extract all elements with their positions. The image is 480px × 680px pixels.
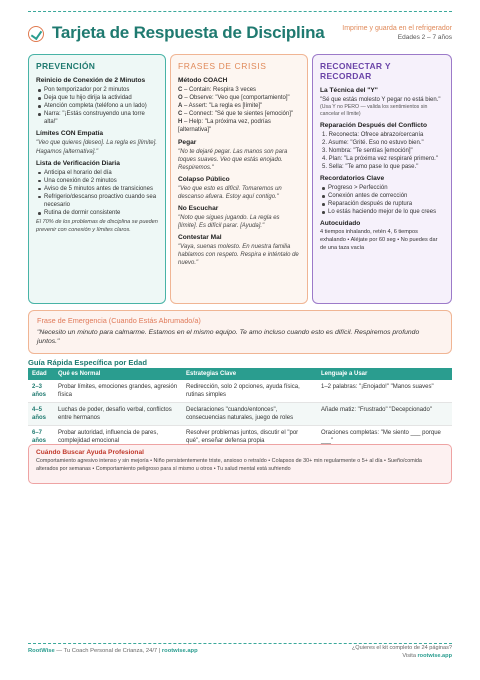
list-item: 5. Sella: "Te amo pase lo que pase." — [322, 163, 419, 170]
list-item: Atención completa (teléfono a un lado) — [36, 102, 158, 110]
coach-line — [178, 86, 300, 94]
list-item: Deja que tu hijo dirija la actividad — [36, 94, 158, 102]
list-item: Refrigerio/descanso proactivo cuando sea necesario — [36, 193, 158, 209]
recordatorios-heading: Recordatorios Clave — [320, 175, 385, 183]
coach-letter: O — [178, 95, 183, 102]
list-item: 4. Plan: "La próxima vez respiraré primero." — [322, 155, 438, 162]
visit-link[interactable]: rootwise.app — [417, 652, 452, 659]
reparacion-heading: Reparación Después del Conflicto — [320, 121, 427, 129]
coach-text: – Contain: Respira 3 veces — [182, 87, 257, 93]
list-item: 3. Nombra: "Te sentías [emoción]" — [322, 147, 413, 154]
lista-list — [36, 169, 158, 218]
print-note: Imprime y guarda en el refrigerador — [342, 25, 452, 32]
coach-line — [178, 118, 300, 134]
list-item: Narra: "¡Estás construyendo una torre alta!" — [36, 110, 158, 126]
footer-right — [352, 645, 452, 661]
noescuchar-heading: No Escuchar — [178, 205, 219, 213]
leaf-logo-icon — [28, 26, 44, 42]
tecnica-note: (Usa Y no PERO — valida los sentimientos sin cancelar el límite) — [320, 104, 428, 117]
column-header: Edad — [28, 368, 54, 380]
table-cell: Añade matiz: "Frustrado" "Decepcionado" — [317, 403, 452, 426]
age-cell: 6–7 años — [28, 426, 54, 449]
crisis-card — [170, 54, 308, 304]
table-header-row — [28, 368, 452, 380]
header — [28, 22, 452, 50]
pegar-heading: Pegar — [178, 138, 197, 146]
reparacion-list — [320, 131, 444, 171]
autocuidado-heading: Autocuidado — [320, 220, 361, 228]
help-title: Cuándo Buscar Ayuda Profesional — [36, 449, 144, 456]
list-item: Pon temporizador por 2 minutos — [36, 86, 158, 94]
table-row — [28, 380, 452, 403]
footer-link[interactable]: rootwise.app — [161, 648, 198, 654]
table-cell: Probar autoridad, influencia de pares, complejidad emocional — [54, 426, 182, 449]
page-title: Tarjeta de Respuesta de Disciplina — [52, 23, 325, 42]
age-range: Edades 2 – 7 años — [397, 34, 452, 41]
coach-heading: Método COACH — [178, 77, 228, 84]
table-cell: Declaraciones "cuando/entonces", consecuencias naturales, juego de roles — [182, 403, 317, 426]
list-item: Progreso > Perfección — [320, 184, 444, 192]
coach-line — [178, 110, 300, 118]
pegar-text: "No te dejaré pegar. Las manos son para toques suaves. Veo que estás enojado. Respiremos." — [178, 148, 288, 171]
prevencion-note: El 70% de los problemas de disciplina se pueden prevenir con conexión y límites claros. — [36, 219, 158, 233]
column-header: Estrategias Clave — [182, 368, 317, 380]
age-guide-table — [28, 368, 452, 450]
prevencion-title: PREVENCIÓN — [36, 61, 96, 71]
noescuchar-text: "Noto que sigues jugando. La regla es [límite]. Es difícil parar. [Ayuda]." — [178, 215, 280, 230]
tecnica-heading: La Técnica del "Y" — [320, 87, 378, 94]
tecnica-text: "Sé que estás molesto Y pegar no está bien." — [320, 97, 441, 103]
colapso-text: "Veo que esto es difícil. Tomaremos un descanso afuera. Estoy aquí contigo." — [178, 185, 282, 200]
coach-letter: C — [178, 111, 183, 118]
coach-letter: A — [178, 103, 183, 110]
table-cell: 1–2 palabras: "¡Enojado!" "Manos suaves" — [317, 380, 452, 403]
column-header: Qué es Normal — [54, 368, 182, 380]
top-divider — [28, 11, 452, 12]
limites-heading: Límites CON Empatía — [36, 130, 104, 138]
age-cell: 2–3 años — [28, 380, 54, 403]
coach-letter: C — [178, 87, 183, 93]
prevencion-card — [28, 54, 166, 304]
emergency-phrase-box — [28, 310, 452, 354]
bottom-divider — [28, 643, 452, 644]
brand-name: RootWise — [28, 648, 55, 654]
list-item: Anticipa el horario del día — [36, 169, 158, 177]
list-item: Rutina de dormir consistente — [36, 209, 158, 217]
reconectar-card — [312, 54, 452, 304]
footer-tagline: — Tu Coach Personal de Crianza, 24/7 | — [54, 648, 162, 654]
emergency-phrase-text: "Necesito un minuto para calmarme. Estamos en el mismo equipo. Te amo incluso cuando esto es difícil. Respiremos profundo juntos." — [37, 329, 420, 346]
coach-text: – Observe: "Veo que [comportamiento]" — [182, 95, 290, 102]
crisis-title: FRASES DE CRISIS — [178, 61, 267, 71]
recordatorios-list — [320, 184, 444, 216]
professional-help-box — [28, 444, 452, 484]
coach-line — [178, 102, 300, 110]
list-item: 1. Reconecta: Ofrece abrazo/cercanía — [322, 131, 424, 138]
autocuidado-text: 4 tiempos inhalando, retén 4, 6 tiempos exhalando • Aléjate por 60 seg • No puedes dar de una taza vacía — [320, 229, 438, 251]
table-cell: Oraciones completas: "Me siento ___ porque ___" — [317, 426, 452, 449]
column-header: Lenguaje a Usar — [317, 368, 452, 380]
list-item: Aviso de 5 minutos antes de transiciones — [36, 185, 158, 193]
coach-text: – Help: "La próxima vez, podrías [alternativa]" — [178, 119, 271, 134]
list-item: 2. Asume: "Grité. Eso no estuvo bien." — [322, 139, 424, 146]
age-guide-title: Guía Rápida Específica por Edad — [28, 358, 148, 367]
colapso-heading: Colapso Público — [178, 175, 230, 183]
list-item: Lo estás haciendo mejor de lo que crees — [320, 208, 444, 216]
visit-prefix: Visita — [402, 652, 418, 659]
lista-heading: Lista de Verificación Diaria — [36, 159, 120, 167]
coach-text: – Assert: "La regla es [límite]" — [182, 103, 263, 110]
limites-text: "Veo que quieres [deseo]. La regla es [límite]. Hagamos [alternativa]." — [36, 140, 157, 155]
footer-left — [28, 648, 198, 654]
coach-line — [178, 94, 300, 102]
table-cell: Resolver problemas juntos, discutir el "por qué", enseñar defensa propia — [182, 426, 317, 449]
age-cell: 4–5 años — [28, 403, 54, 426]
contestar-text: "Vaya, suenas molesto. En nuestra familia hablamos con respeto. Respira e inténtalo de nuevo." — [178, 244, 299, 267]
list-item: Reparación después de ruptura — [320, 200, 444, 208]
list-item: Una conexión de 2 minutos — [36, 177, 158, 185]
header-info — [342, 25, 452, 41]
table-row — [28, 403, 452, 426]
reconectar-title: RECONECTAR Y RECORDAR — [320, 61, 391, 81]
table-cell: Redirección, solo 2 opciones, ayuda física, rutinas simples — [182, 380, 317, 403]
list-item: Conexión antes de corrección — [320, 192, 444, 200]
help-text: Comportamiento agresivo intenso y sin mejoría • Niño persistentemente triste, ansioso o retraído • Colapsos de 30+ min regularmente o 5+ al día • Sueño/comida alterados por semanas • Comportamiento peligroso para sí mismo u otros • Tu salud mental está sufriendo — [36, 458, 422, 472]
reinicio-list — [36, 86, 158, 126]
table-cell: Luchas de poder, desafío verbal, conflictos entre hermanos — [54, 403, 182, 426]
table-cell: Probar límites, emociones grandes, agresión física — [54, 380, 182, 403]
reinicio-heading: Reinicio de Conexión de 2 Minutos — [36, 77, 146, 84]
visit-line — [352, 653, 452, 661]
coach-letter: H — [178, 119, 183, 126]
coach-text: – Connect: "Sé que te sientes [emoción]" — [182, 111, 294, 118]
kit-promo: ¿Quieres el kit completo de 24 páginas? — [351, 645, 452, 651]
contestar-heading: Contestar Mal — [178, 234, 222, 242]
emergency-phrase-title: Frase de Emergencia (Cuando Estás Abrumado/a) — [37, 316, 201, 325]
